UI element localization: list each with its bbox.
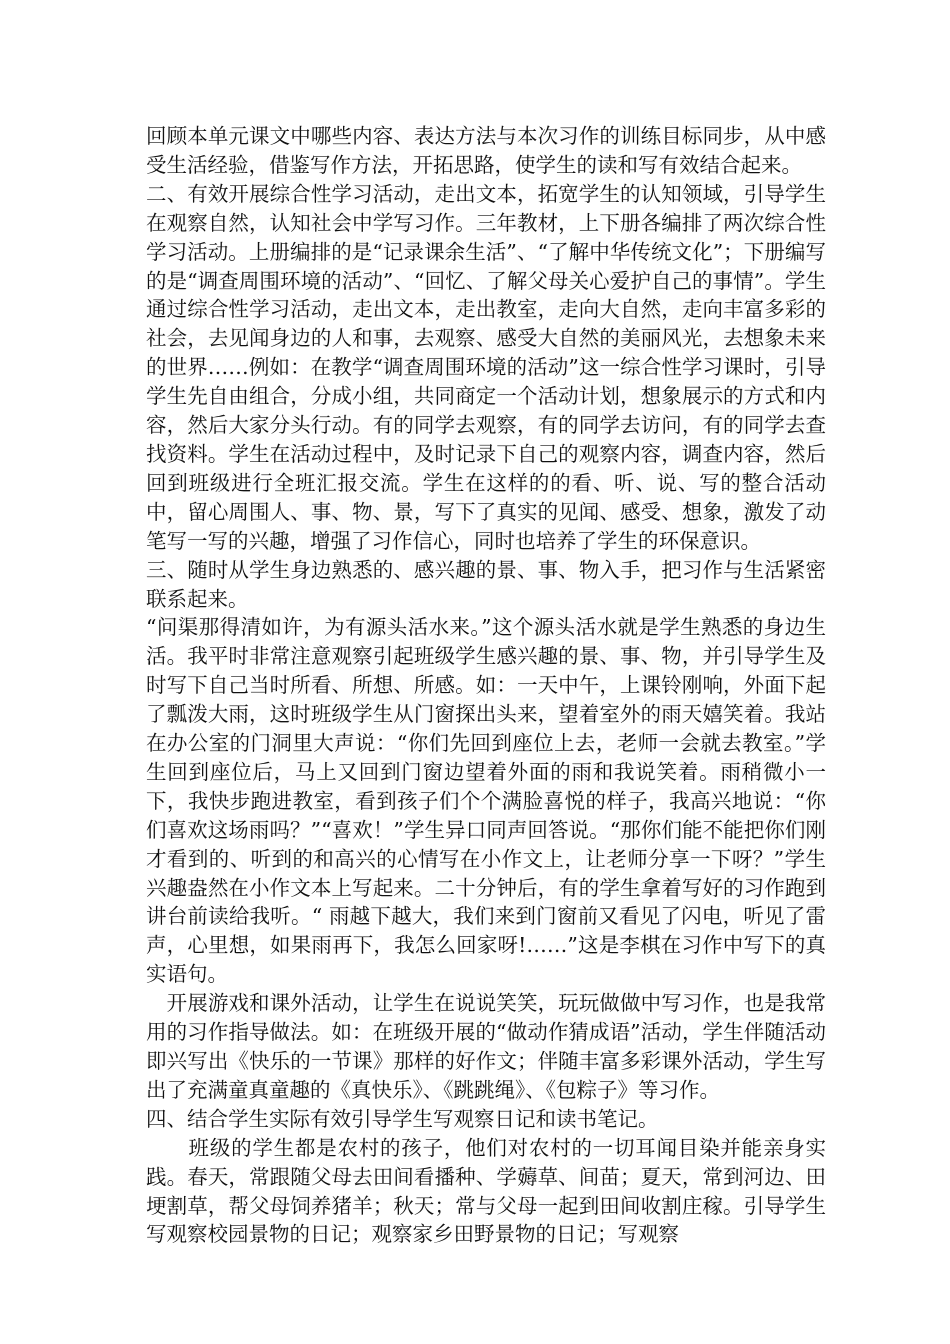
paragraph-section-three-heading: 三、随时从学生身边熟悉的、感兴趣的景、事、物入手，把习作与生活紧密联系起来。 [146,557,826,611]
paragraph-games-activities: 开展游戏和课外活动，让学生在说说笑笑，玩玩做做中写习作，也是我常用的习作指导做法。如：在班级开展的“做动作猜成语”活动，学生伴随活动即兴写出《快乐的一节课》那样的好作文；伴随丰富多彩课外活动，学生写出了充满童真童趣的《真快乐》、《跳跳绳》、《包粽子》等习作。 [146,991,826,1102]
document-body [146,122,826,1249]
paragraph-rural-children: 班级的学生都是农村的孩子，他们对农村的一切耳闻目染并能亲身实践。春天，常跟随父母去田间看播种、学薅草、间苗；夏天，常到河边、田埂割草，帮父母饲养猪羊；秋天；常与父母一起到田间收割庄稼。引导学生写观察校园景物的日记；观察家乡田野景物的日记；写观察 [146,1135,826,1247]
paragraph-section-two: 二、有效开展综合性学习活动，走出文本，拓宽学生的认知领域，引导学生在观察自然，认知社会中学写习作。三年教材，上下册各编排了两次综合性学习活动。上册编排的是“记录课余生活”、“了解中华传统文化”；下册编写的是“调查周围环境的活动”、“回忆、了解父母关心爱护自己的事情”。学生通过综合性学习活动，走出文本，走出教室，走向大自然，走向丰富多彩的社会，去见闻身边的人和事，去观察、感受大自然的美丽风光，去想象未来的世界……例如：在教学“调查周围环境的活动”这一综合性学习课时，引导学生先自由组合，分成小组，共同商定一个活动计划，想象展示的方式和内容，然后大家分头行动。有的同学去观察，有的同学去访问，有的同学去查找资料。学生在活动过程中，及时记录下自己的观察内容，调查内容，然后回到班级进行全班汇报交流。学生在这样的的看、听、说、写的整合活动中，留心周围人、事、物、景，写下了真实的见闻、感受、想象，激发了动笔写一写的兴趣，增强了习作信心，同时也培养了学生的环保意识。 [146,181,826,553]
paragraph-intro-continuation: 回顾本单元课文中哪些内容、表达方法与本次习作的训练目标同步，从中感受生活经验，借鉴写作方法，开拓思路，使学生的读和写有效结合起来。 [146,124,826,177]
paragraph-section-four-heading: 四、结合学生实际有效引导学生写观察日记和读书笔记。 [146,1106,659,1131]
paragraph-rain-story: “问渠那得清如许，为有源头活水来。”这个源头活水就是学生熟悉的身边生活。我平时非常注意观察引起班级学生感兴趣的景、事、物，并引导学生及时写下自己当时所看、所想、所感。如：一天中午，上课铃刚响，外面下起了瓢泼大雨，这时班级学生从门窗探出头来，望着室外的雨天嬉笑着。我站在办公室的门洞里大声说：“你们先回到座位上去，老师一会就去教室。”学生回到座位后，马上又回到门窗边望着外面的雨和我说笑着。雨稍微小一下，我快步跑进教室，看到孩子们个个满脸喜悦的样子，我高兴地说：“你们喜欢这场雨吗？”“喜欢！”学生异口同声回答说。“那你们能不能把你们刚才看到的、听到的和高兴的心情写在小作文上，让老师分享一下呀？”学生兴趣盎然在小作文本上写起来。二十分钟后，有的学生拿着写好的习作跑到讲台前读给我听。“ 雨越下越大，我们来到门窗前又看见了闪电，听见了雷声，心里想，如果雨再下，我怎么回家呀!……”这是李棋在习作中写下的真实语句。 [146,615,826,987]
